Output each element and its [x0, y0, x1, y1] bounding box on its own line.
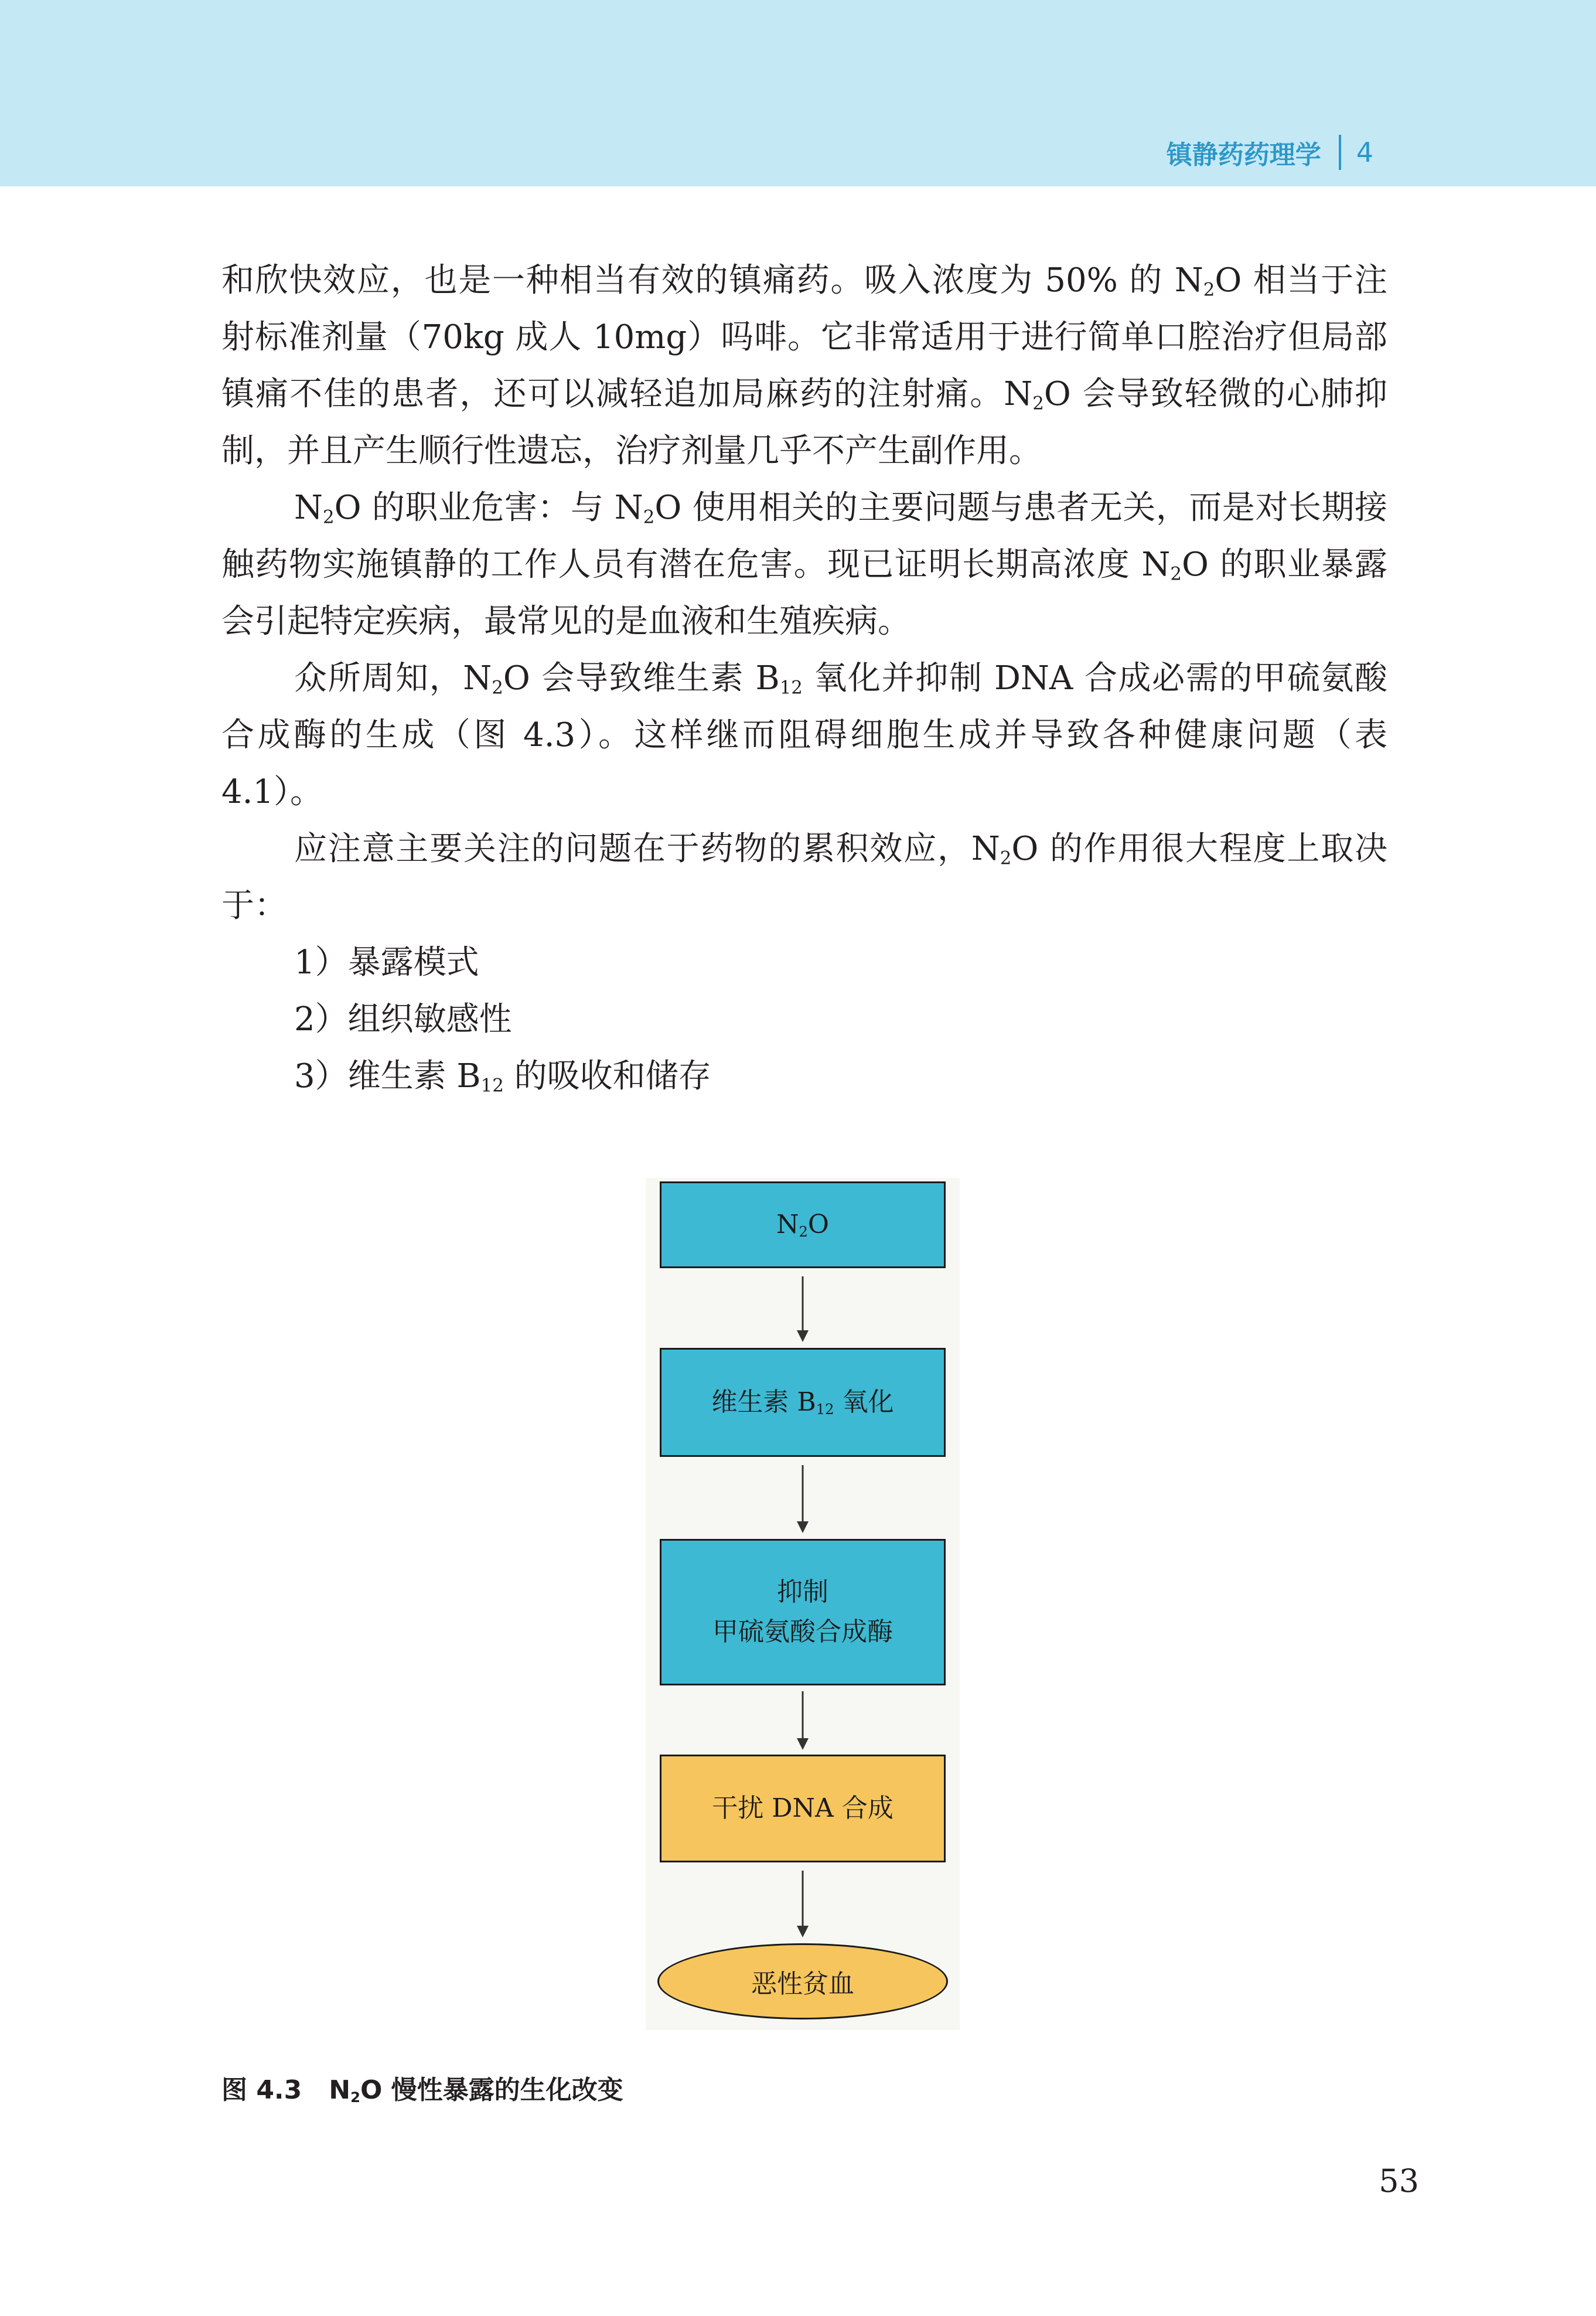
flow-box-dna-synthesis: 干扰 DNA 合成 — [660, 1755, 946, 1862]
header-divider — [1339, 135, 1341, 170]
page-number: 53 — [1379, 2162, 1419, 2199]
list-item-2: 2）组织敏感性 — [294, 1000, 512, 1038]
paragraph-3: 众所周知，$N_2O$ 会导致维生素 $B_{12}$ 氧化并抑制 DNA 合成必需的甲硫氨酸合成酶的生成（图 4.3）。这样继而阻碍细胞生成并导致各种健康问题（表 4.1）。 — [221, 659, 1388, 811]
flow-box-n2o: $N_2O$ — [660, 1181, 946, 1268]
flow-arrow-3 — [792, 1685, 813, 1755]
section-title: 镇静药药理学 — [1166, 140, 1321, 170]
list-item-3: 3）维生素 $B_{12}$ 的吸收和储存 — [294, 1057, 711, 1096]
paragraph-2: $N_2O$ 的职业危害：与 $N_2O$ 使用相关的主要问题与患者无关，而是对长期接触药物实施镇静的工作人员有潜在危害。现已证明长期高浓度 $N_2O$ 的职业暴露会引起特定疾病，最常见的是血液和生殖疾病。 — [221, 489, 1388, 641]
flow-arrow-2 — [792, 1457, 813, 1539]
running-head — [1167, 134, 1373, 171]
list-item-1: 1）暴露模式 — [294, 944, 479, 982]
flow-box-inhibit-synthase: 抑制 甲硫氨酸合成酶 — [660, 1539, 946, 1685]
flow-box-b12-oxidation: 维生素 $B_{12}$ 氧化 — [660, 1348, 946, 1457]
paragraph-1: 和欣快效应，也是一种相当有效的镇痛药。吸入浓度为 50% 的 $N_2O$ 相当于注射标准剂量（70kg 成人 10mg）吗啡。它非常适用于进行简单口腔治疗但局部镇痛不佳的患者，还可以减轻追加局麻药的注射痛。$N_2O$ 会导致轻微的心肺抑制，并且产生顺行性遗忘，治疗剂量几乎不产生副作用。 — [221, 261, 1387, 470]
chapter-number: 4 — [1356, 137, 1373, 168]
flowchart-figure — [646, 1178, 960, 2030]
figure-caption: 图 4.3 $N_2O$ 慢性暴露的生化改变 — [221, 2075, 623, 2106]
caption-label: 图 4.3 — [221, 2075, 302, 2105]
paragraph-4: 应注意主要关注的问题在于药物的累积效应，$N_2O$ 的作用很大程度上取决于： — [221, 830, 1387, 925]
flow-arrow-4 — [792, 1862, 813, 1943]
flow-oval-pernicious-anemia: 恶性贫血 — [657, 1943, 948, 2019]
flow-arrow-1 — [792, 1268, 813, 1348]
body-text — [221, 252, 1387, 1105]
